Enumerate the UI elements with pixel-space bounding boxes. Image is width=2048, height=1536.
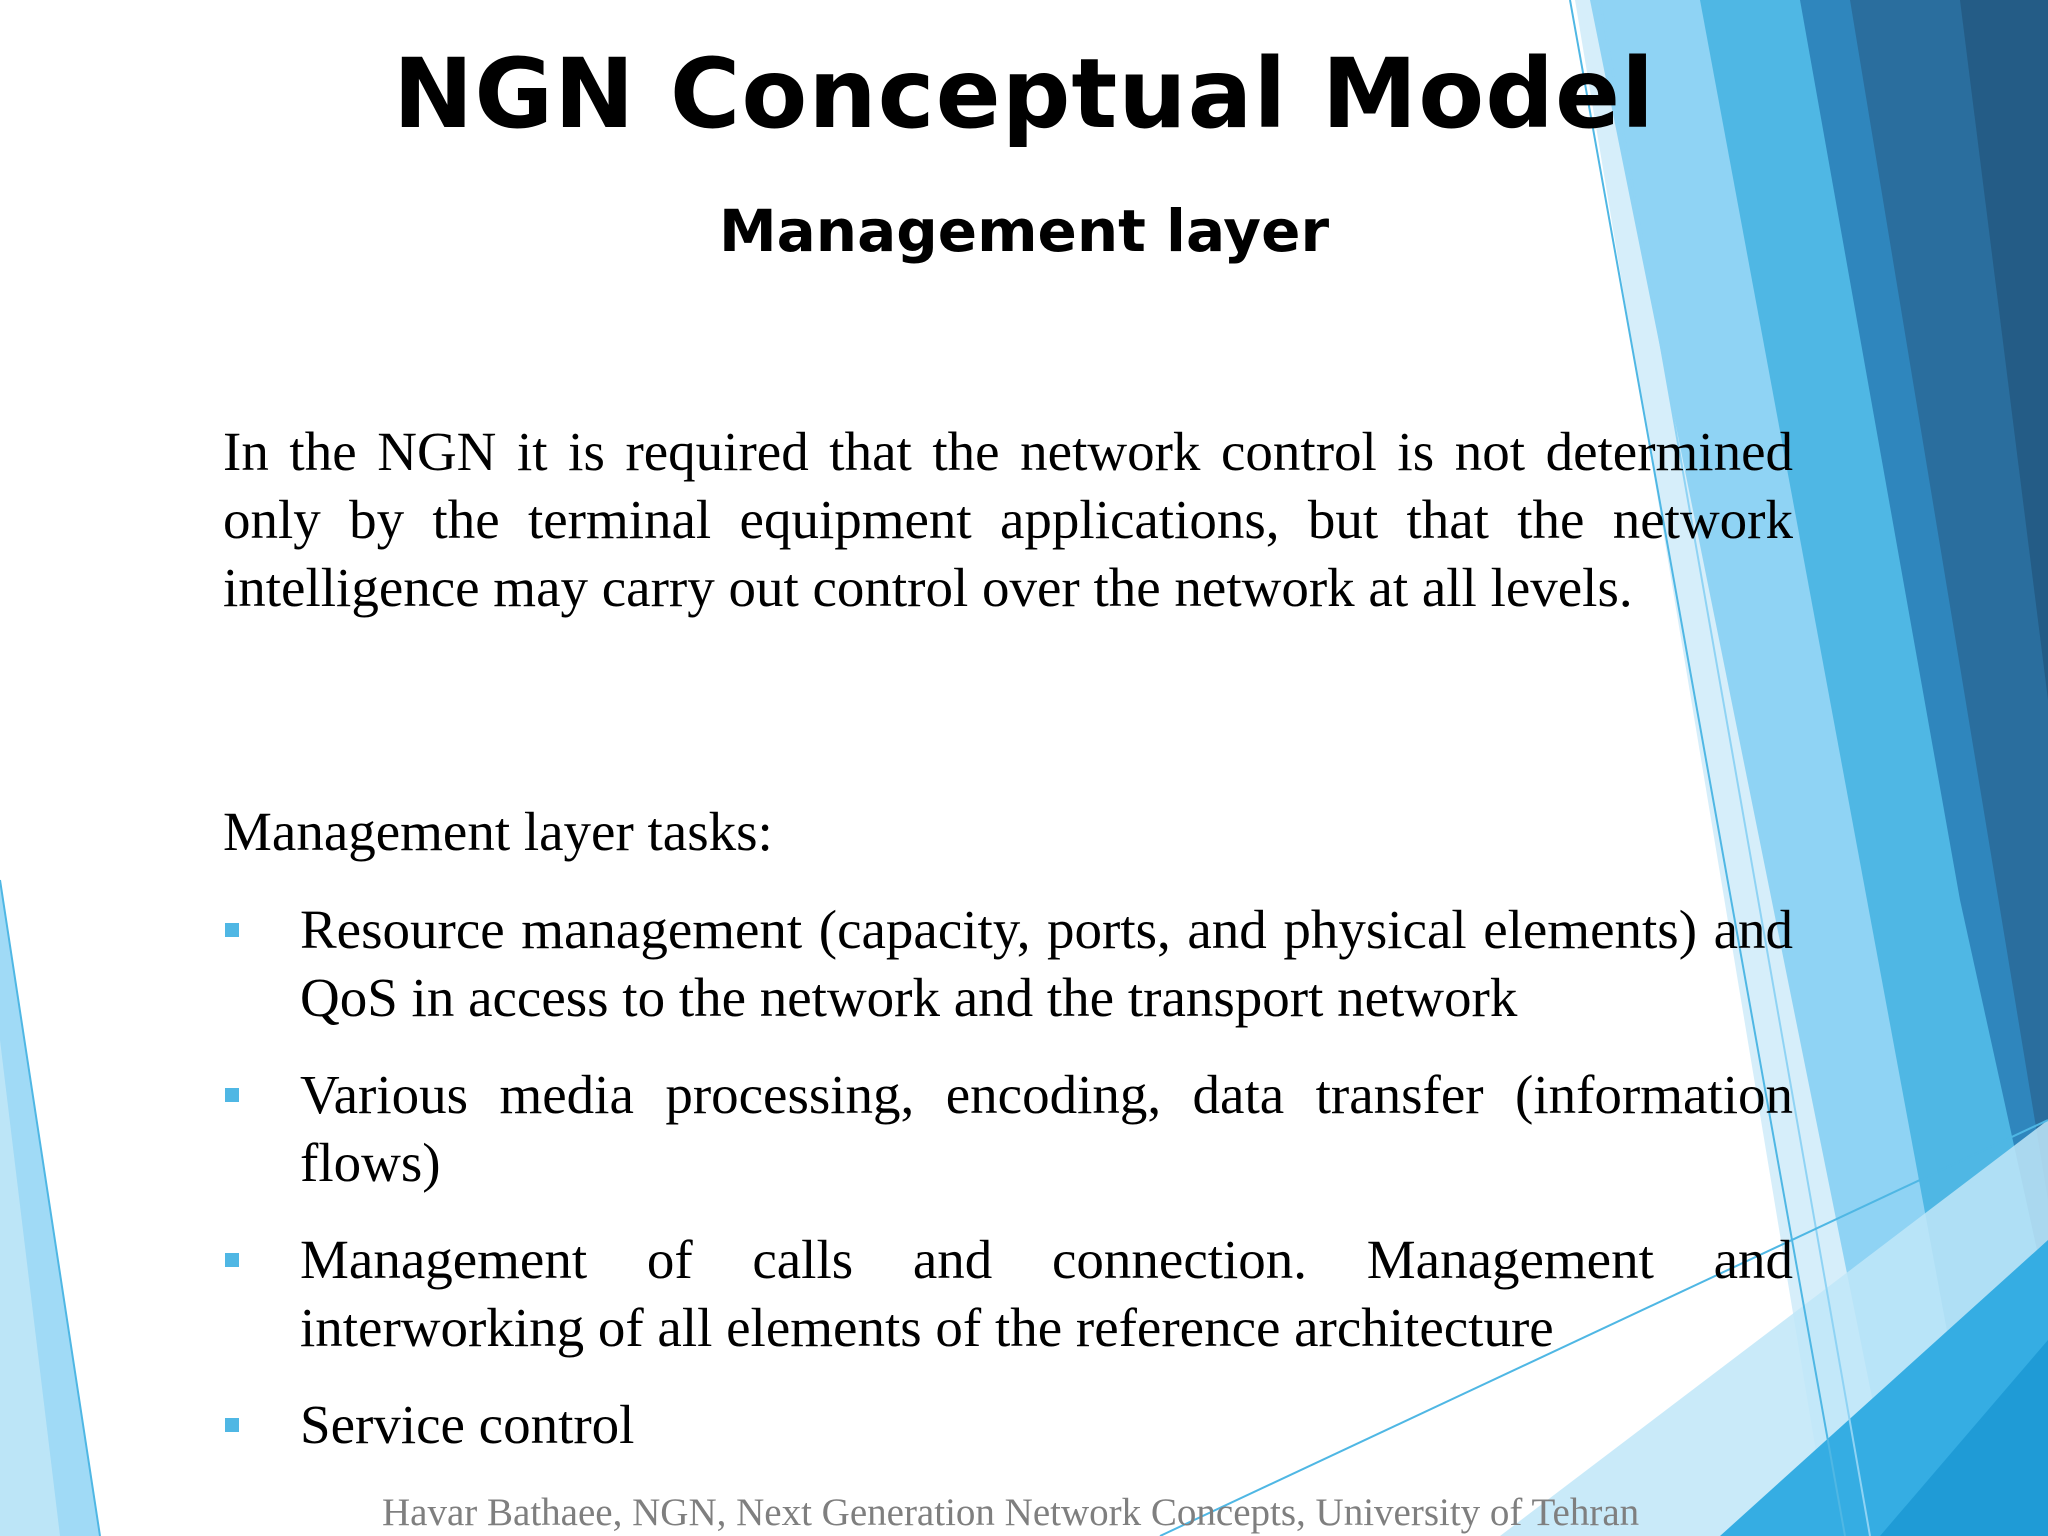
task-text: Management of calls and connection. Management and interworking of all elements of the reference architecture — [300, 1229, 1793, 1358]
task-item — [223, 1226, 1793, 1362]
task-text: Resource management (capacity, ports, and physical elements) and QoS in access to the network and the transport network — [300, 899, 1793, 1028]
tasks-heading: Management layer tasks: — [223, 801, 773, 862]
task-item — [223, 1061, 1793, 1197]
square-bullet-icon — [225, 1088, 239, 1102]
task-text: Various media processing, encoding, data transfer (information flows) — [300, 1064, 1793, 1193]
slide-title: NGN Conceptual Model — [393, 38, 1655, 150]
task-text: Service control — [300, 1394, 635, 1455]
task-item — [223, 1391, 1793, 1459]
square-bullet-icon — [225, 1418, 239, 1432]
slide-footer: Havar Bathaee, NGN, Next Generation Network Concepts, University of Tehran — [382, 1491, 1640, 1534]
square-bullet-icon — [225, 923, 239, 937]
slide-subtitle: Management layer — [718, 197, 1330, 265]
task-item — [223, 896, 1793, 1032]
tasks-list — [223, 896, 1793, 1488]
intro-paragraph: In the NGN it is required that the network control is not determined only by the terminal equipment applications, but that the network intelligence may carry out control over the network at all levels. — [223, 421, 1793, 618]
square-bullet-icon — [225, 1253, 239, 1267]
